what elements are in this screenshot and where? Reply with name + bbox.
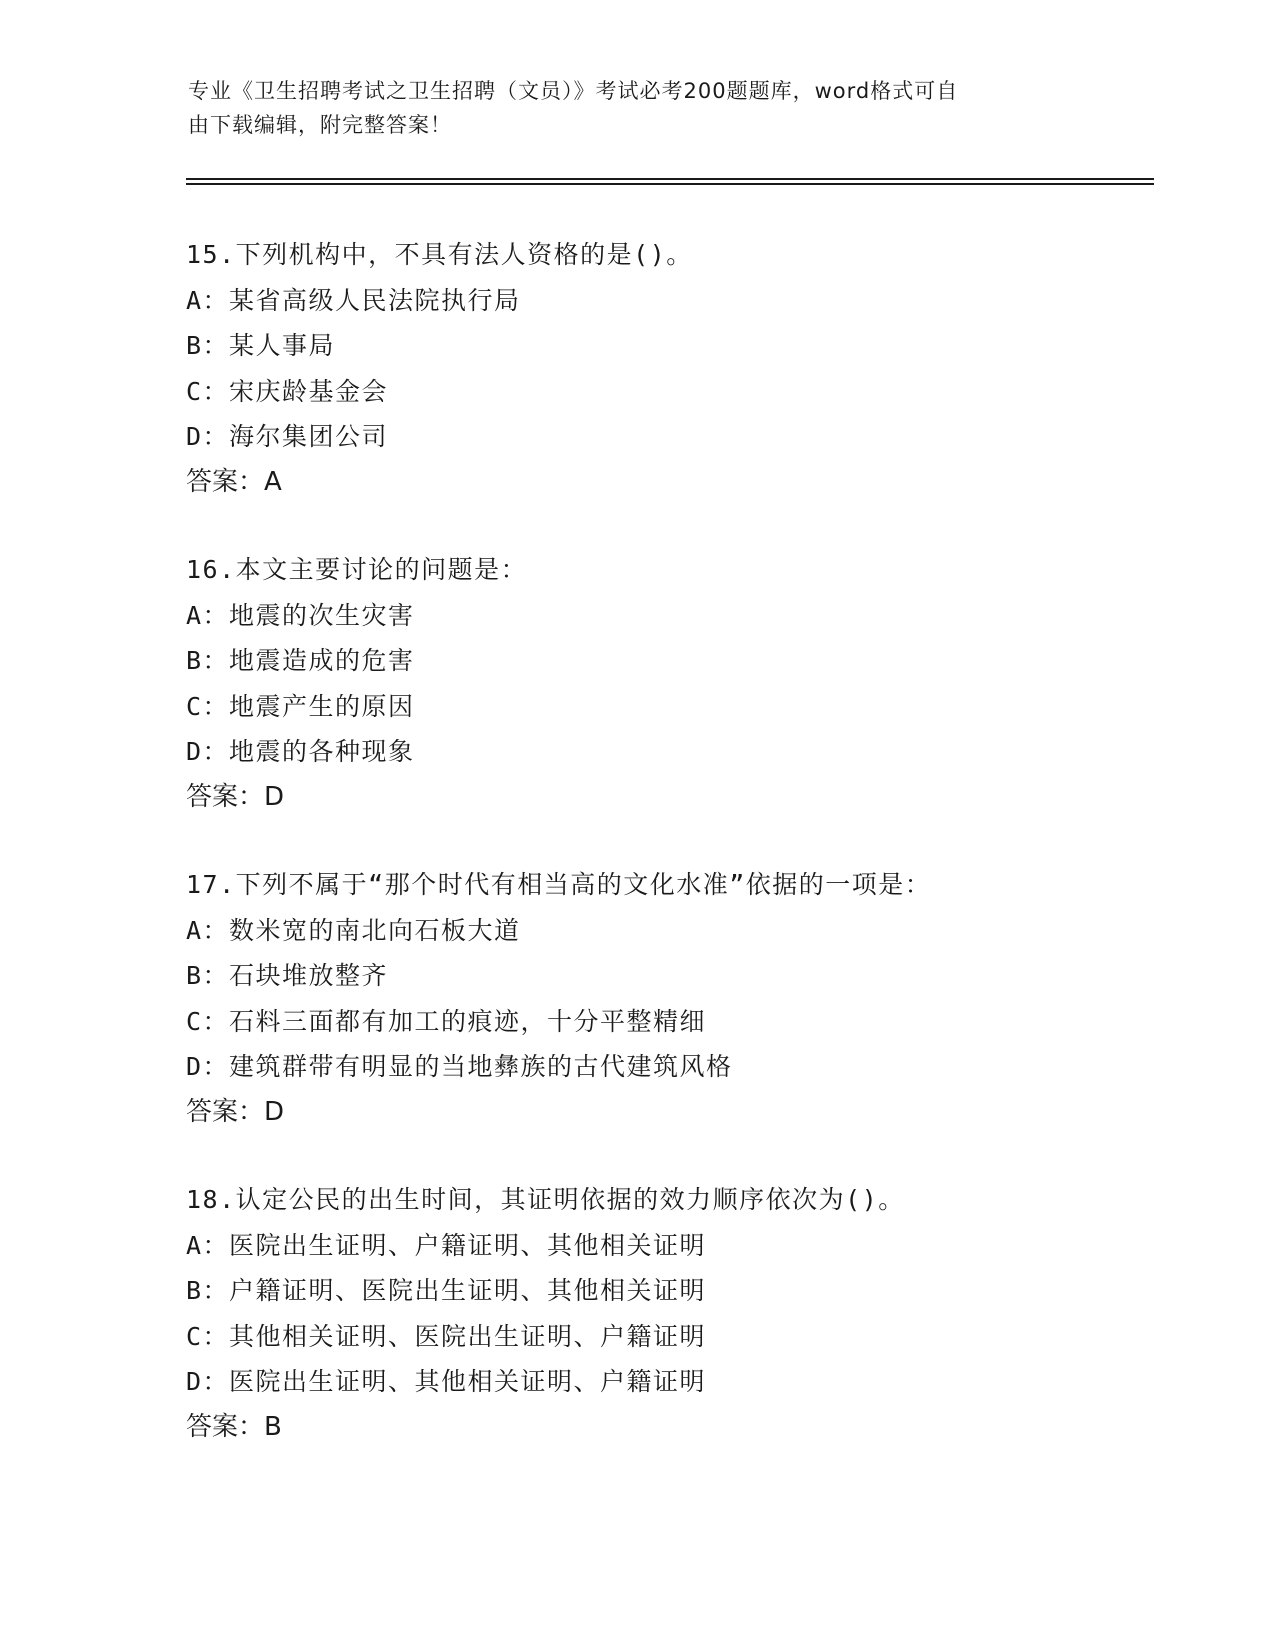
option-d: D：地震的各种现象 xyxy=(186,737,415,766)
option-c: C：其他相关证明、医院出生证明、户籍证明 xyxy=(186,1321,707,1351)
option-a: A：医院出生证明、户籍证明、其他相关证明 xyxy=(186,1230,707,1260)
question-18 xyxy=(186,1177,1186,1450)
question-title: 18.认定公民的出生时间，其证明依据的效力顺序依次为()。 xyxy=(186,1185,905,1214)
question-17 xyxy=(186,862,1186,1135)
option-c: C：石料三面都有加工的痕迹，十分平整精细 xyxy=(186,1006,707,1036)
header-divider-top xyxy=(186,178,1154,180)
option-c: C：地震产生的原因 xyxy=(186,691,415,721)
option-d: D：建筑群带有明显的当地彝族的古代建筑风格 xyxy=(186,1052,733,1081)
option-b: B：某人事局 xyxy=(186,331,336,360)
answer: 答案：D xyxy=(186,781,285,812)
option-d: D：海尔集团公司 xyxy=(186,422,389,451)
answer: 答案：B xyxy=(186,1411,282,1442)
option-b: B：石块堆放整齐 xyxy=(186,961,389,990)
option-c: C：宋庆龄基金会 xyxy=(186,376,389,406)
header-line-1: 专业《卫生招聘考试之卫生招聘（文员）》考试必考200题题库，word格式可自 xyxy=(188,79,959,103)
header-line-2: 由下载编辑，附完整答案！ xyxy=(188,113,452,137)
answer: 答案：A xyxy=(186,466,282,497)
document-header xyxy=(188,74,1088,142)
option-b: B：地震造成的危害 xyxy=(186,646,415,675)
header-divider-bottom xyxy=(186,183,1154,185)
option-b: B：户籍证明、医院出生证明、其他相关证明 xyxy=(186,1276,707,1305)
question-list xyxy=(186,232,1186,1492)
option-a: A：某省高级人民法院执行局 xyxy=(186,285,521,315)
question-16 xyxy=(186,547,1186,820)
question-15 xyxy=(186,232,1186,505)
question-title: 16.本文主要讨论的问题是： xyxy=(186,555,528,584)
question-title: 17.下列不属于“那个时代有相当高的文化水准”依据的一项是： xyxy=(186,870,932,899)
answer: 答案：D xyxy=(186,1096,285,1127)
option-a: A：数米宽的南北向石板大道 xyxy=(186,915,521,945)
option-a: A：地震的次生灾害 xyxy=(186,600,415,630)
option-d: D：医院出生证明、其他相关证明、户籍证明 xyxy=(186,1367,707,1396)
question-title: 15.下列机构中，不具有法人资格的是()。 xyxy=(186,240,693,269)
